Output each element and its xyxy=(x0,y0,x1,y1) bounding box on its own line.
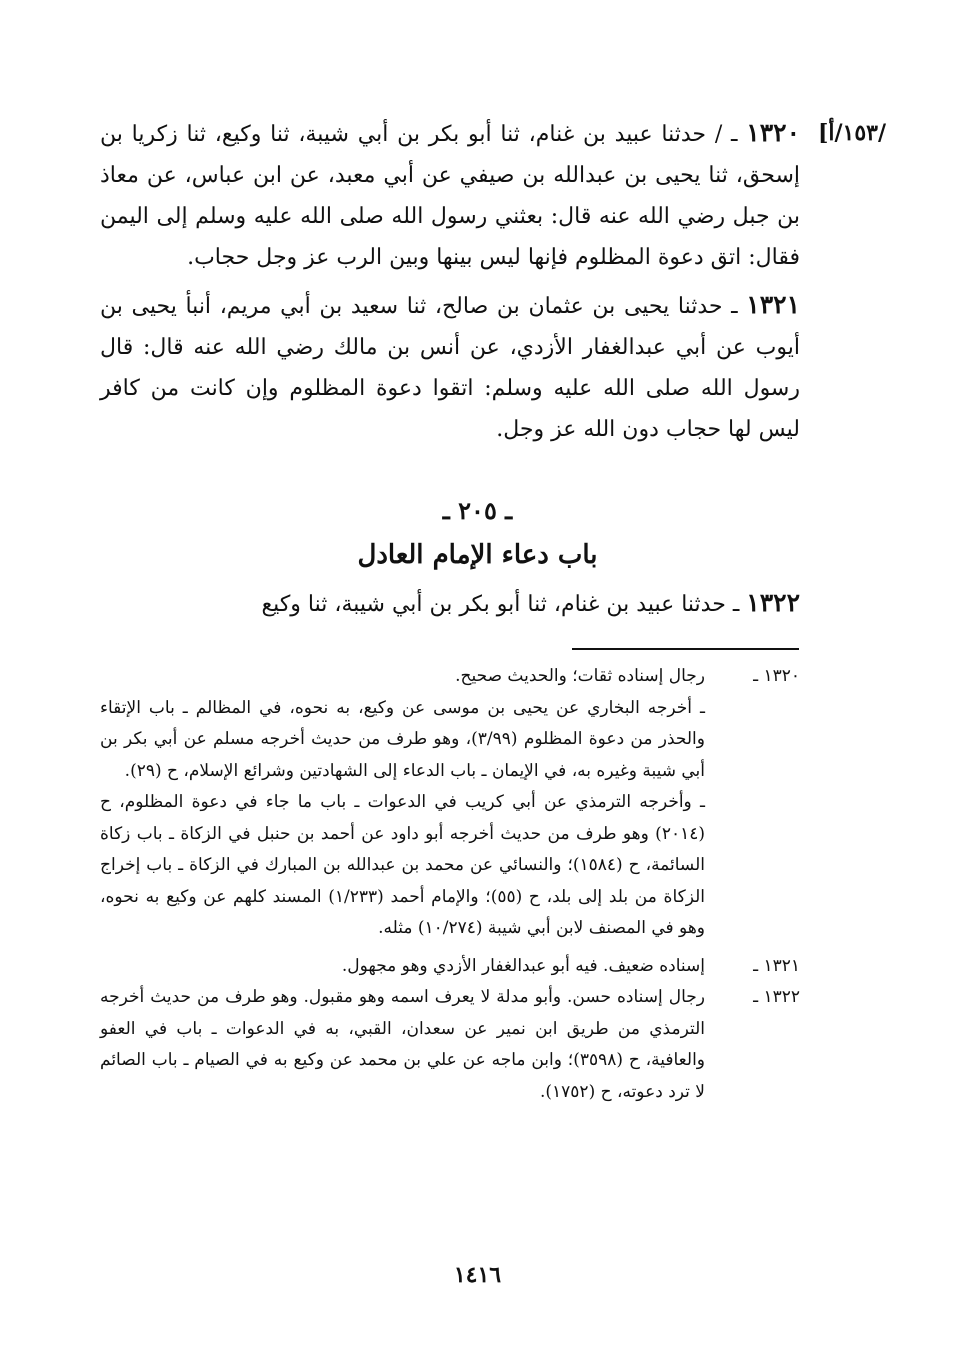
footnote-paragraph: ـ وأخرجه الترمذي عن أبي كريب في الدعوات ـ باب ما جاء في دعوة المظلوم، ح (٢٠١٤) وهو طرف من حديث أخرجه أبو داود عن أحمد بن حنبل في الزكاة ـ باب زكاة السائمة، ح (١٥٨٤)؛ والنسائي عن محمد بن عبدالله بن المبارك في الزكاة ـ باب إخراج الزكاة من بلد إلى بلد، ح (٥٥)؛ والإمام أحمد (١/٢٣٣) المسند كلهم عن وكيع به نحوه، وهو في المصنف لابن أبي شيبة (١٠/٢٧٤) مثله. xyxy=(100,792,705,938)
hadith-text: ـ حدثنا يحيى بن عثمان بن صالح، ثنا سعيد بن أبي مريم، أنبأ يحيى بن أيوب عن أبي عبدالغفار الأزدي، عن أنس بن مالك رضي الله عنه قال: قال رسول الله صلى الله عليه وسلم: اتقوا دعوة المظلوم وإن كانت من كافر ليس لها حجاب دون الله عز وجل. xyxy=(100,294,800,442)
margin-folio-reference: /١٥٣/أ] xyxy=(817,120,886,146)
footnote-paragraph: رجال إسناده ثقات؛ والحديث صحيح. xyxy=(455,666,705,686)
section-number: ـ ٢٠٥ ـ xyxy=(442,496,513,525)
footnote-paragraph: رجال إسناده حسن. وأبو مدلة لا يعرف اسمه وهو مقبول. وهو طرف من حديث أخرجه الترمذي من طريق ابن نمير عن سعدان، القبي، به في الدعوات ـ باب في العفو والعافية، ح (٣٥٩٨)؛ وابن ماجه عن علي بن محمد عن وكيع به في الصيام ـ باب الصائم لا ترد دعوته، ح (١٧٥٢). xyxy=(100,987,706,1102)
hadith-number: ١٣٢٢ xyxy=(746,588,800,617)
footnote-paragraph: إسناده ضعيف. فيه أبو عبدالغفار الأزدي وهو مجهول. xyxy=(341,955,705,976)
hadith-text: ـ حدثنا عبيد بن غنام، ثنا أبو بكر بن أبي شيبة، ثنا وكيع xyxy=(261,592,740,617)
hadith-number: ١٣٢٠ xyxy=(746,118,800,147)
footnote-1320 xyxy=(100,661,800,945)
footnote-paragraph: ـ أخرجه البخاري عن يحيى بن موسى عن وكيع، به نحوه، في المظالم ـ باب الإتقاء والحذر من دعوة المظلوم (٣/٩٩)، وهو طرف من حديث أخرجه مسلم عن أبي بكر بن أبي شيبة وغيره به، في الإيمان ـ باب الدعاء إلى الشهادتين وشرائع الإسلام، ح (٢٩). xyxy=(100,697,705,781)
hadith-1320 xyxy=(100,112,800,278)
footnotes xyxy=(100,661,800,1108)
footnote-1321 xyxy=(100,951,800,983)
hadith-text: ـ / حدثنا عبيد بن غنام، ثنا أبو بكر بن أبي شيبة، ثنا وكيع، ثنا زكريا بن إسحق، ثنا يحيى بن عبدالله بن صيفي عن أبي معبد، عن ابن عباس، عن معاذ بن جبل رضي الله عنه قال: بعثني رسول الله صلى الله عليه وسلم إلى اليمن فقال: اتق دعوة المظلوم فإنها ليس بينها وبين الرب عز وجل حجاب. xyxy=(100,122,800,270)
footnote-body xyxy=(100,982,705,1108)
hadith-1321 xyxy=(100,284,800,450)
footnote-label: ١٣٢٠ ـ xyxy=(753,666,800,686)
footnote-label: ١٣٢١ ـ xyxy=(753,955,800,976)
footnote-body xyxy=(100,951,705,983)
hadith-1322 xyxy=(100,583,800,625)
page-number: ١٤١٦ xyxy=(453,1262,502,1288)
hadith-number: ١٣٢١ xyxy=(746,290,800,319)
footnote-separator xyxy=(572,648,799,650)
footnote-body xyxy=(100,661,705,945)
chapter-title: باب دعاء الإمام العادل xyxy=(357,540,598,570)
footnote-1322 xyxy=(100,982,800,1108)
main-text xyxy=(100,112,800,450)
footnote-label: ١٣٢٢ ـ xyxy=(753,987,800,1007)
